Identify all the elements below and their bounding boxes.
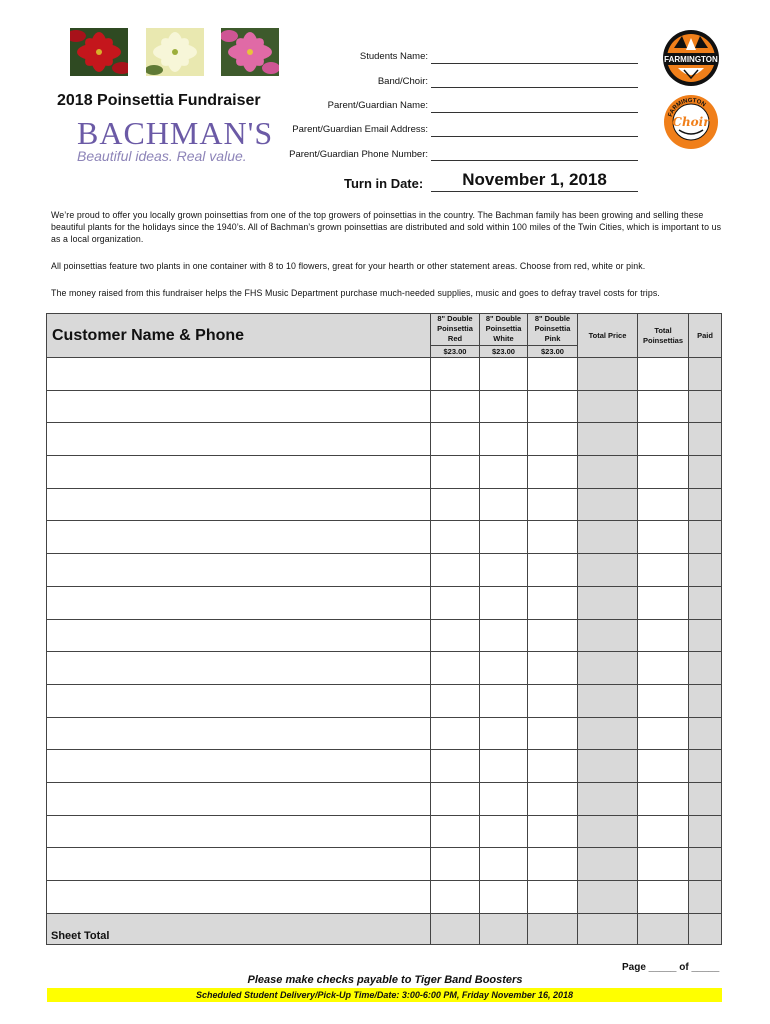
pink-qty-cell[interactable] [528,848,578,881]
total-price-cell[interactable] [578,848,638,881]
total-price-cell[interactable] [578,750,638,783]
total-poinsettias-cell[interactable] [638,684,689,717]
white-qty-cell[interactable] [480,390,528,423]
parent-email-field[interactable] [431,135,638,137]
total-poinsettias-cell[interactable] [638,881,689,914]
total-poinsettias-cell[interactable] [638,521,689,554]
paid-header: Paid [689,314,722,358]
red-qty-cell[interactable] [431,750,480,783]
customer-name-cell[interactable] [47,815,431,848]
pink-qty-cell[interactable] [528,652,578,685]
pink-qty-cell[interactable] [528,390,578,423]
white-qty-cell[interactable] [480,619,528,652]
total-price-cell[interactable] [578,619,638,652]
pink-qty-cell[interactable] [528,782,578,815]
red-qty-cell[interactable] [431,456,480,489]
total-poinsettias-cell[interactable] [638,750,689,783]
customer-name-cell[interactable] [47,423,431,456]
total-price-cell[interactable] [578,456,638,489]
intro-paragraph: We’re proud to offer you locally grown poinsettias from one of the top growers of poinsettias in the country. The Bachman family has been growing and selling these beautiful plants for the holidays since the 1940’s. All of Bachman’s grown poinsettias are distributed and sold within 100 miles of the Twin Cities, which is important to us as a local organization. [51,210,722,244]
pink-qty-cell[interactable] [528,586,578,619]
total-price-cell[interactable] [578,390,638,423]
total-price-cell[interactable] [578,815,638,848]
pink-qty-cell[interactable] [528,619,578,652]
student-name-label: Students Name: [359,51,428,62]
pink-qty-cell[interactable] [528,358,578,391]
pink-qty-cell[interactable] [528,684,578,717]
total-poinsettias-cell[interactable] [638,586,689,619]
table-row [47,881,722,914]
white-qty-cell[interactable] [480,554,528,587]
white-qty-cell[interactable] [480,488,528,521]
paid-cell[interactable] [689,488,722,521]
delivery-banner: Scheduled Student Delivery/Pick-Up Time/Date: 3:00-6:00 PM, Friday November 16, 2018 [47,988,722,1002]
pink-qty-cell[interactable] [528,815,578,848]
customer-name-cell[interactable] [47,586,431,619]
farmington-choir-logo [663,94,719,155]
white-qty-cell[interactable] [480,881,528,914]
total-price-cell[interactable] [578,358,638,391]
table-row [47,358,722,391]
parent-name-label: Parent/Guardian Name: [327,100,428,111]
total-price-cell[interactable] [578,423,638,456]
customer-name-cell[interactable] [47,652,431,685]
parent-email-label: Parent/Guardian Email Address: [292,124,428,135]
parent-phone-label: Parent/Guardian Phone Number: [289,149,428,160]
sheet-total-label: Sheet Total [47,913,431,944]
white-qty-cell[interactable] [480,358,528,391]
table-row [47,488,722,521]
paid-cell[interactable] [689,717,722,750]
total-poinsettias-cell[interactable] [638,554,689,587]
choir-ring-text: FARMINGTON [667,97,707,118]
red-qty-cell[interactable] [431,423,480,456]
parent-name-field[interactable] [431,111,638,113]
total-price-cell[interactable] [578,717,638,750]
customer-name-cell[interactable] [47,717,431,750]
white-qty-cell[interactable] [480,684,528,717]
paid-cell[interactable] [689,750,722,783]
red-qty-cell[interactable] [431,554,480,587]
table-row [47,652,722,685]
white-price: $23.00 [480,346,528,358]
total-price-cell[interactable] [578,554,638,587]
table-row [47,717,722,750]
customer-name-cell[interactable] [47,684,431,717]
paid-cell[interactable] [689,423,722,456]
customer-name-cell[interactable] [47,358,431,391]
paid-cell[interactable] [689,619,722,652]
table-row [47,782,722,815]
pink-qty-cell[interactable] [528,881,578,914]
sheet-total-red[interactable] [431,913,480,944]
red-qty-cell[interactable] [431,488,480,521]
customer-name-cell[interactable] [47,554,431,587]
pink-poinsettia-header: 8" Double Poinsettia Pink [528,314,578,346]
total-poinsettias-cell[interactable] [638,848,689,881]
pink-price: $23.00 [528,346,578,358]
red-poinsettia-header: 8" Double Poinsettia Red [431,314,480,346]
paid-cell[interactable] [689,390,722,423]
pink-qty-cell[interactable] [528,521,578,554]
red-price: $23.00 [431,346,480,358]
white-qty-cell[interactable] [480,423,528,456]
paid-cell[interactable] [689,881,722,914]
table-row [47,750,722,783]
red-qty-cell[interactable] [431,619,480,652]
sheet-total-price[interactable] [578,913,638,944]
customer-name-cell[interactable] [47,619,431,652]
paid-cell[interactable] [689,782,722,815]
total-poinsettias-cell[interactable] [638,390,689,423]
total-price-cell[interactable] [578,652,638,685]
checks-payable-note: Please make checks payable to Tiger Band Boosters [247,974,523,986]
sheet-total-white[interactable] [480,913,528,944]
brand-name: BACHMAN'S [77,115,274,151]
white-qty-cell[interactable] [480,652,528,685]
white-qty-cell[interactable] [480,456,528,489]
white-qty-cell[interactable] [480,750,528,783]
total-price-cell[interactable] [578,521,638,554]
red-qty-cell[interactable] [431,881,480,914]
paid-cell[interactable] [689,456,722,489]
white-poinsettia-header: 8" Double Poinsettia White [480,314,528,346]
page-number: Page _____ of _____ [622,962,720,973]
pink-qty-cell[interactable] [528,456,578,489]
total-price-header: Total Price [578,314,638,358]
sheet-total-paid[interactable] [689,913,722,944]
customer-name-cell[interactable] [47,881,431,914]
table-row [47,684,722,717]
total-price-cell[interactable] [578,782,638,815]
total-poinsettias-cell[interactable] [638,717,689,750]
pink-qty-cell[interactable] [528,717,578,750]
table-row [47,456,722,489]
red-qty-cell[interactable] [431,782,480,815]
paid-cell[interactable] [689,848,722,881]
paid-cell[interactable] [689,684,722,717]
sheet-total-pink[interactable] [528,913,578,944]
table-row [47,390,722,423]
brand-tagline: Beautiful ideas. Real value. [77,148,247,164]
table-row [47,423,722,456]
customer-name-cell[interactable] [47,782,431,815]
red-qty-cell[interactable] [431,848,480,881]
farmington-tiger-logo [660,28,722,93]
pink-qty-cell[interactable] [528,750,578,783]
table-row [47,586,722,619]
customer-name-cell[interactable] [47,456,431,489]
order-table [46,313,722,945]
red-qty-cell[interactable] [431,358,480,391]
farmington-text: FARMINGTON [664,55,718,64]
total-price-cell[interactable] [578,684,638,717]
paid-cell[interactable] [689,815,722,848]
table-row [47,815,722,848]
fundraiser-title: 2018 Poinsettia Fundraiser [57,92,261,109]
red-qty-cell[interactable] [431,684,480,717]
table-row [47,619,722,652]
band-choir-label: Band/Choir: [377,76,428,87]
student-name-field[interactable] [431,62,638,64]
total-poinsettias-cell[interactable] [638,782,689,815]
paid-cell[interactable] [689,652,722,685]
pink-qty-cell[interactable] [528,554,578,587]
total-poinsettias-cell[interactable] [638,652,689,685]
paid-cell[interactable] [689,554,722,587]
sheet-total-poinsettias[interactable] [638,913,689,944]
total-poinsettias-cell[interactable] [638,619,689,652]
red-qty-cell[interactable] [431,717,480,750]
table-row [47,521,722,554]
white-qty-cell[interactable] [480,521,528,554]
pink-qty-cell[interactable] [528,488,578,521]
table-row [47,848,722,881]
red-qty-cell[interactable] [431,652,480,685]
white-qty-cell[interactable] [480,782,528,815]
red-poinsettia-photo [70,28,128,76]
red-qty-cell[interactable] [431,815,480,848]
pink-qty-cell[interactable] [528,423,578,456]
customer-name-cell[interactable] [47,488,431,521]
turn-in-date-value: November 1, 2018 [431,170,638,192]
white-qty-cell[interactable] [480,848,528,881]
turn-in-date-label: Turn in Date: [344,176,424,191]
parent-phone-field[interactable] [431,159,638,161]
customer-name-header: Customer Name & Phone [47,314,431,358]
band-choir-field[interactable] [431,86,638,88]
red-qty-cell[interactable] [431,586,480,619]
total-poinsettias-cell[interactable] [638,815,689,848]
white-qty-cell[interactable] [480,586,528,619]
red-qty-cell[interactable] [431,521,480,554]
red-qty-cell[interactable] [431,390,480,423]
total-poinsettias-cell[interactable] [638,358,689,391]
total-price-cell[interactable] [578,881,638,914]
customer-name-cell[interactable] [47,390,431,423]
customer-name-cell[interactable] [47,848,431,881]
customer-name-cell[interactable] [47,750,431,783]
paid-cell[interactable] [689,521,722,554]
features-paragraph: All poinsettias feature two plants in one container with 8 to 10 flowers, great for your hearth or other statement areas. Choose from red, white or pink. [51,261,646,271]
customer-name-cell[interactable] [47,521,431,554]
table-row [47,554,722,587]
white-qty-cell[interactable] [480,717,528,750]
total-price-cell[interactable] [578,488,638,521]
paid-cell[interactable] [689,358,722,391]
total-poinsettias-cell[interactable] [638,488,689,521]
paid-cell[interactable] [689,586,722,619]
purpose-paragraph: The money raised from this fundraiser helps the FHS Music Department purchase much-needed supplies, music and goes to defray travel costs for trips. [51,288,660,298]
white-qty-cell[interactable] [480,815,528,848]
choir-text: Choir [672,115,710,129]
total-poinsettias-header: Total Poinsettias [638,314,689,358]
total-poinsettias-cell[interactable] [638,423,689,456]
total-price-cell[interactable] [578,586,638,619]
total-poinsettias-cell[interactable] [638,456,689,489]
